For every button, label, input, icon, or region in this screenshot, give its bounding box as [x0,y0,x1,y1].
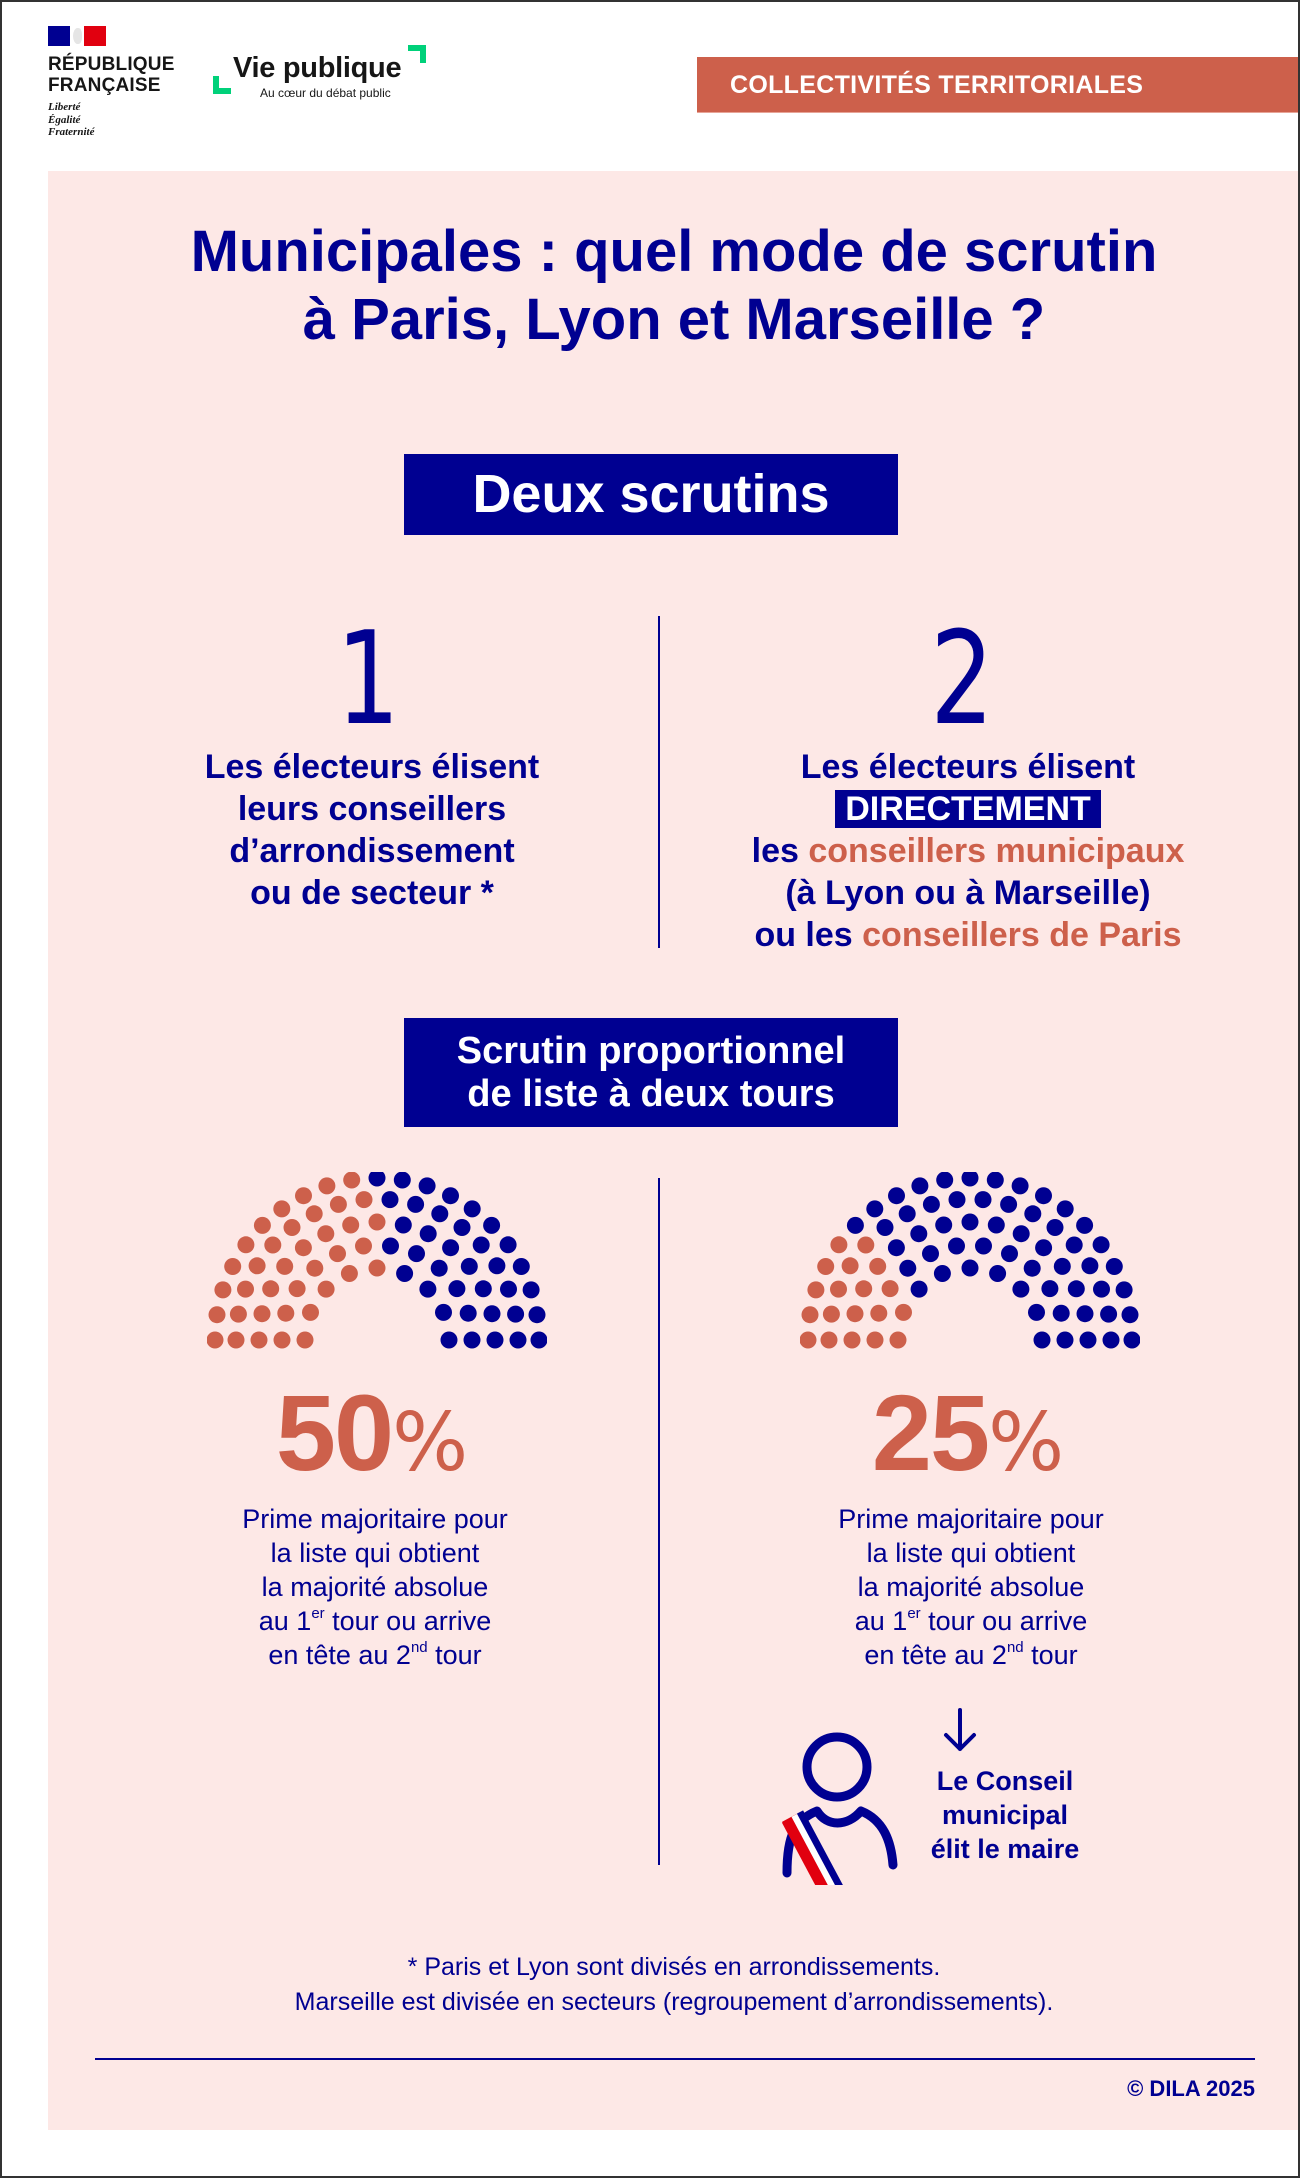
seat-dot [510,1332,527,1349]
vie-publique-logo [213,44,428,104]
rf-name: RÉPUBLIQUE FRANÇAISE [48,54,175,96]
seat-dot [895,1304,912,1321]
seat-dot [419,1177,436,1194]
seat-dot [1093,1281,1110,1298]
highlight-directement: DIRECTEMENT [835,790,1101,828]
seat-dot [975,1191,992,1208]
seat-dot [277,1305,294,1322]
seat-dot [1001,1245,1018,1262]
seat-dot [407,1196,424,1213]
seat-dot [382,1191,399,1208]
rf-motto: Liberté Égalité Fraternité [48,101,95,138]
seat-dot [1122,1306,1139,1323]
seat-dot [318,1177,335,1194]
column-divider [658,616,660,948]
seat-dot [888,1239,905,1256]
seat-dot [264,1237,281,1254]
seat-dot [987,1172,1004,1189]
seat-dot [857,1237,874,1254]
seat-dot [341,1265,358,1282]
vp-subtitle: Au cœur du débat public [260,86,391,100]
seat-dot [306,1205,323,1222]
seat-dot [295,1187,312,1204]
seat-dot [356,1191,373,1208]
seat-dot [1068,1280,1085,1297]
seat-dot [1024,1205,1041,1222]
seat-dot [890,1332,907,1349]
seat-dot [464,1332,481,1349]
seat-dot [869,1258,886,1275]
seat-dot [394,1172,411,1189]
seat-dot [817,1258,834,1275]
seat-dot [442,1239,459,1256]
seat-dot [888,1187,905,1204]
seat-dot [855,1280,872,1297]
section-heading-scrutin-proportionnel: Scrutin proportionnel de liste à deux tours [404,1018,898,1127]
page-title: Municipales : quel mode de scrutin à Paris, Lyon et Marseille ? [190,219,1158,352]
seat-dot [1081,1257,1098,1274]
seat-dot [500,1236,517,1253]
seat-dot [1053,1305,1070,1322]
seat-dot [207,1332,224,1349]
column-divider [658,1178,660,1865]
seat-dot [1000,1196,1017,1213]
seat-dot [1041,1280,1058,1297]
seat-dot [295,1239,312,1256]
seat-dot [523,1281,540,1298]
seat-dot [302,1304,319,1321]
seat-dot [1106,1258,1123,1275]
seat-dot [823,1306,840,1323]
seat-dot [355,1238,372,1255]
seat-dot [274,1332,291,1349]
seat-dot [475,1280,492,1297]
seat-dot [911,1177,928,1194]
seat-dot [1034,1332,1051,1349]
footnote: * Paris et Lyon sont divisés en arrondissements. Marseille est divisée en secteurs (regroupement d’arrondissements). [294,1953,1054,2016]
marianne-flag-icon [48,26,106,46]
seat-dot [483,1217,500,1234]
seat-dot [230,1306,247,1323]
seat-dot [262,1280,279,1297]
copyright: © DILA 2025 [1127,2076,1255,2101]
seat-dot [870,1305,887,1322]
seat-dot [1080,1332,1097,1349]
seat-dot [830,1236,847,1253]
seat-dot [464,1200,481,1217]
seat-dot [254,1305,271,1322]
section-heading-deux-scrutins: Deux scrutins [404,454,898,535]
prime-description-25: Prime majoritaire pour la liste qui obtient la majorité absolue au 1er tour ou arrive en tête au 2nd tour [838,1504,1104,1670]
seat-dot [254,1217,271,1234]
seat-dot [975,1238,992,1255]
seat-dot [228,1332,245,1349]
seat-dot [1057,1200,1074,1217]
seat-dot [329,1245,346,1262]
seat-dot [420,1225,437,1242]
seat-dot [802,1306,819,1323]
seat-dot [460,1305,477,1322]
seat-dot [1012,1177,1029,1194]
seat-dot [461,1258,478,1275]
seat-dot [484,1305,501,1322]
seat-dot [821,1332,838,1349]
seat-dot [866,1200,883,1217]
hemicycle-chart-50 [207,1172,547,1352]
seat-dot [935,1217,952,1234]
seat-dot [330,1196,347,1213]
seat-dot [249,1257,266,1274]
seat-dot [431,1205,448,1222]
seat-dot [842,1257,859,1274]
seat-dot [1054,1258,1071,1275]
hemicycle-chart-25 [800,1172,1140,1352]
seat-dot [289,1280,306,1297]
seat-dot [807,1281,824,1298]
seat-dot [1013,1225,1030,1242]
seat-dot [531,1332,548,1349]
seat-dot [882,1280,899,1297]
seat-dot [1035,1187,1052,1204]
seat-dot [237,1236,254,1253]
seat-dot [877,1219,894,1236]
mayor-election-text: Le Conseil municipal élit le maire [930,1766,1080,1864]
seat-dot [284,1219,301,1236]
seat-dot [396,1265,413,1282]
seat-dot [369,1214,386,1231]
step-number-2: 2 [930,605,994,754]
seat-dot [237,1281,254,1298]
seat-dot [487,1332,504,1349]
seat-dot [441,1332,458,1349]
seat-dot [1103,1332,1120,1349]
seat-dot [934,1265,951,1282]
seat-dot [830,1281,847,1298]
seat-dot [317,1225,334,1242]
seat-dot [899,1260,916,1277]
accent-conseillers-municipaux: conseillers municipaux [808,832,1185,870]
seat-dot [1035,1239,1052,1256]
seat-dot [844,1332,861,1349]
prime-percentage-25: 25% [871,1372,1065,1493]
seat-dot [962,1260,979,1277]
seat-dot [1047,1219,1064,1236]
seat-dot [1116,1281,1133,1298]
seat-dot [529,1306,546,1323]
seat-dot [369,1260,386,1277]
seat-dot [431,1260,448,1277]
seat-dot [454,1219,471,1236]
seat-dot [847,1305,864,1322]
step-2-description: Les électeurs élisent DIRECTEMENT les conseillers municipaux (à Lyon ou à Marseille) ou les conseillers de Paris [751,748,1185,954]
seat-dot [273,1200,290,1217]
prime-description-50: Prime majoritaire pour la liste qui obtient la majorité absolue au 1er tour ou arrive en tête au 2nd tour [242,1504,508,1670]
seat-dot [251,1332,268,1349]
seat-dot [989,1265,1006,1282]
footer-divider [95,2058,1255,2060]
seat-dot [1093,1236,1110,1253]
seat-dot [1124,1332,1141,1349]
seat-dot [1077,1305,1094,1322]
category-banner: COLLECTIVITÉS TERRITORIALES [697,57,1300,113]
seat-dot [513,1258,530,1275]
seat-dot [911,1281,928,1298]
seat-dot [1012,1281,1029,1298]
seat-dot [507,1306,524,1323]
seat-dot [949,1191,966,1208]
seat-dot [369,1172,386,1187]
seat-dot [948,1238,965,1255]
seat-dot [962,1172,979,1187]
seat-dot [988,1217,1005,1234]
corner-bracket-icon [408,45,426,63]
vp-title: Vie publique [233,52,402,84]
seat-dot [922,1245,939,1262]
seat-dot [408,1245,425,1262]
step-1-description: Les électeurs élisent leurs conseillers d’arrondissement ou de secteur * [204,748,540,912]
seat-dot [297,1332,314,1349]
seat-dot [1066,1237,1083,1254]
seat-dot [962,1214,979,1231]
arrow-down-icon [940,1707,980,1753]
seat-dot [395,1217,412,1234]
seat-dot [419,1281,436,1298]
seat-dot [209,1306,226,1323]
seat-dot [306,1260,323,1277]
seat-dot [899,1205,916,1222]
seat-dot [224,1258,241,1275]
seat-dot [488,1257,505,1274]
seat-dot [910,1225,927,1242]
seat-dot [1100,1306,1117,1323]
seat-dot [435,1304,452,1321]
seat-dot [473,1237,490,1254]
seat-dot [1024,1260,1041,1277]
corner-bracket-icon [213,76,231,94]
seat-dot [800,1332,817,1349]
seat-dot [442,1187,459,1204]
seat-dot [500,1281,517,1298]
seat-dot [936,1172,953,1189]
seat-dot [448,1280,465,1297]
prime-percentage-50: 50% [275,1372,469,1493]
seat-dot [382,1238,399,1255]
seat-dot [342,1217,359,1234]
seat-dot [276,1258,293,1275]
accent-conseillers-de-paris: conseillers de Paris [862,916,1182,954]
seat-dot [318,1281,335,1298]
seat-dot [1028,1304,1045,1321]
seat-dot [1076,1217,1093,1234]
seat-dot [923,1196,940,1213]
seat-dot [847,1217,864,1234]
republique-francaise-logo [48,26,188,139]
seat-dot [1057,1332,1074,1349]
seat-dot [214,1281,231,1298]
seat-dot [343,1172,360,1189]
seat-dot [867,1332,884,1349]
step-number-1: 1 [336,605,400,754]
